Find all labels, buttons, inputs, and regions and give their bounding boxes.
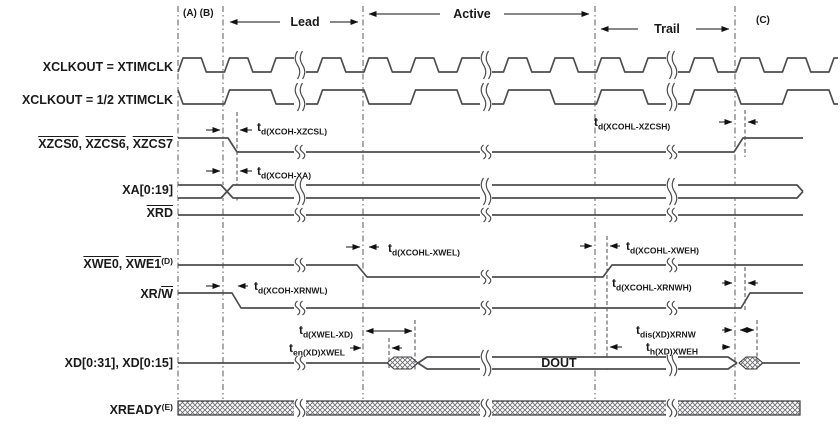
bus-value-dout: DOUT — [541, 356, 577, 370]
region-label-trail: Trail — [638, 21, 696, 37]
signal-label-xrw: $XR/\overline{W}$ — [140, 287, 173, 301]
signal-traces — [178, 58, 838, 415]
timing-label-ten-xd-xwel: $t_{en(XD)XWEL}$ — [289, 341, 345, 358]
signal-label-xd: XD[0:31], XD[0:15] — [64, 356, 173, 370]
signal-label-xzcs: XZCS0, XZCS6, XZCS7 — [38, 137, 173, 151]
signal-label-xwe: XWE0, $XWE1^{(D)}$ — [83, 256, 173, 271]
timing-label-td-xwel-xd: $t_{d(XWEL-XD)}$ — [298, 323, 353, 340]
signal-label-xready: $XREADY^{(E)}$ — [109, 402, 173, 417]
signal-label-xclkout-half-xtimclk: XCLKOUT = 1/2 XTIMCLK — [21, 93, 173, 107]
timing-label-tdis-xd-xrnw: $t_{dis(XD)XRNW}$ — [636, 323, 696, 340]
timing-label-th-xd-xweh: $t_{h(XD)XWEH}$ — [622, 339, 722, 355]
signal-label-xrd: $\overline{XRD}$ — [146, 206, 173, 220]
timing-label-td-xcoh-xzcsl: $t_{d(XCOH-XZCSL)}$ — [257, 120, 328, 137]
timing-label-td-xcoh-xa: $t_{d(XCOH-XA)}$ — [257, 164, 312, 181]
note-marker-c: (C) — [756, 15, 770, 26]
region-label-active: Active — [440, 6, 504, 22]
timing-label-td-xcoh-xrnwl: $t_{d(XCOH-XRNWL)}$ — [254, 279, 328, 296]
timing-label-td-xcohl-xrnwh: $t_{d(XCOHL-XRNWH)}$ — [612, 276, 692, 293]
note-marker-ab: (A) (B) — [183, 8, 214, 19]
timing-label-td-xcohl-xwel: $t_{d(XCOHL-XWEL)}$ — [388, 241, 460, 258]
timing-label-td-xcohl-xzcsh: $t_{d(XCOHL-XZCSH)}$ — [594, 115, 671, 132]
timing-label-td-xcohl-xweh: $t_{d(XCOHL-XWEH)}$ — [626, 239, 699, 256]
signal-label-xclkout-xtimclk: XCLKOUT = XTIMCLK — [42, 60, 173, 74]
region-label-lead: Lead — [280, 14, 330, 30]
signal-label-xa: XA[0:19] — [122, 183, 173, 197]
